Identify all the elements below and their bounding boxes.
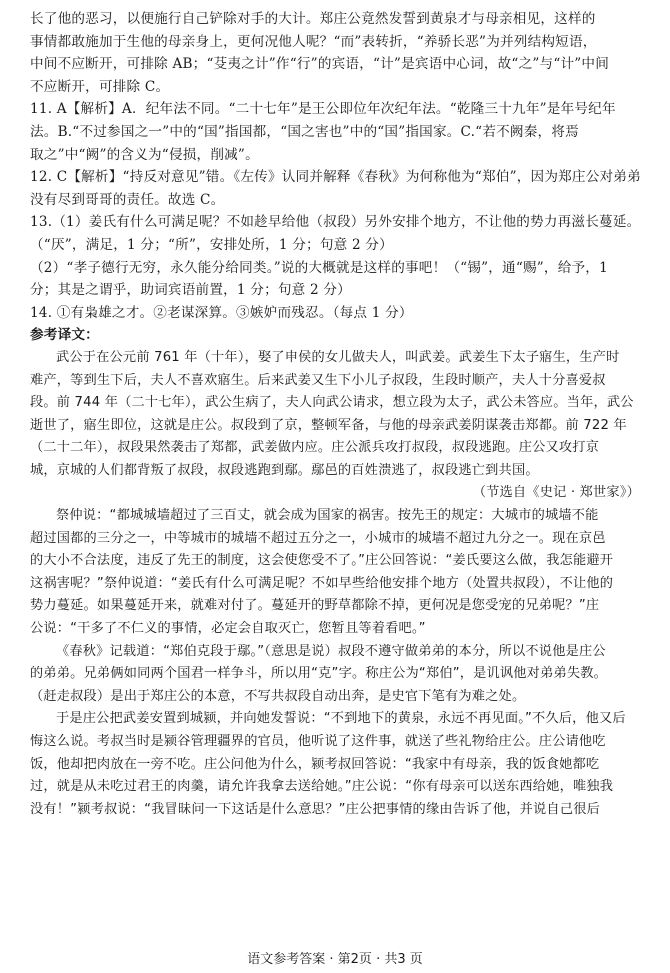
answer-11 (30, 98, 648, 166)
text-line: 祭仲说：“都城城墙超过了三百丈，就会成为国家的祸害。按先王的规定：大城市的城墙不能 (56, 508, 599, 524)
text-line: 城，京城的人们都背叛了叔段，叔段逃跑到鄢。鄢邑的百姓溃逃了，叔段逃亡到共国。 (30, 462, 539, 478)
source-citation: （节选自《史记 · 郑世家》） (472, 485, 640, 501)
translation-paragraph-4 (30, 708, 648, 821)
text-line: 逝世了，寤生即位，这就是庄公。叔段到了京，整顿军备，与他的母亲武姜阴谋袭击郑都。前 722 年 (30, 417, 627, 433)
reference-translation-heading: 参考译文： (30, 327, 99, 344)
page-footer: 语文参考答案 · 第2页 · 共3 页 (247, 952, 423, 967)
text-line: 的弟弟。兄弟俩如同两个国君一样争斗，所以用“克”字。称庄公为“郑伯”，是讥讽他对弟弟失教。 (30, 666, 608, 682)
text-line: 《春秋》记载道：“郑伯克段于鄢。”（意思是说）叔段不遵守做弟弟的本分，所以不说他是庄公 (56, 643, 606, 659)
text-line: （二十二年），叔段果然袭击了郑都，武姜做内应。庄公派兵攻打叔段，叔段逃跑。庄公又攻打京 (30, 440, 600, 456)
text-line: 势力蔓延。如果蔓延开来，就难对付了。蔓延开的野草都除不掉，更何况是您受宠的兄弟呢？”庄 (30, 598, 600, 614)
text-line: 13.（1）姜氏有什么可满足呢？不如趁早给他（叔段）另外安排个地方，不让他的势力再滋长蔓延。 (30, 214, 641, 231)
answer-12 (30, 166, 648, 211)
translation-body (30, 347, 648, 821)
text-line: 法。B.“不过参国之一”中的“国”指国都，“国之害也”中的“国”指国家。C.“若不阙秦，将焉 (30, 123, 579, 140)
text-line: 公说：“干多了不仁义的事情，必定会自取灭亡，您暂且等着看吧。” (30, 621, 426, 637)
text-line: （“厌”，满足，1 分；“所”，安排处所，1 分；句意 2 分） (30, 236, 393, 253)
text-line: 没有尽到哥哥的责任。故选 C。 (30, 191, 225, 208)
text-line: （赶走叔段）是出于郑庄公的本意，不写共叔段自动出奔，是史官下笔有为难之处。 (30, 688, 526, 704)
answer-14: 14. ①有枭雄之才。②老谋深算。③嫉妒而残忍。（每点 1 分） (30, 304, 413, 321)
translation-paragraph-2 (30, 505, 648, 641)
text-line: 事情都敢施加于生他的母亲身上，更何况他人呢？“而”表转折，“养骄长恶”为并列结构短语， (30, 33, 597, 50)
text-line: 过，就是从未吃过君王的肉羹，请允许我拿去送给她。”庄公说：“你有母亲可以送东西给她，唯独我 (30, 779, 614, 795)
text-line: 11. A【解析】A．纪年法不同。“二十七年”是王公即位年次纪年法。“乾隆三十九年”是年号纪年 (30, 101, 616, 118)
text-line: 没有！”颍考叔说：“我冒昧问一下这话是什么意思？”庄公把事情的缘由告诉了他，并说自己很后 (30, 801, 600, 817)
text-line: （2）“孝子德行无穷，永久能分给同类。”说的大概就是这样的事吧！（“锡”，通“赐”，给予，1 (30, 259, 608, 276)
answer-block-top (30, 8, 648, 98)
text-line: 12. C【解析】“持反对意见”错。《左传》认同并解释《春秋》为何称他为“郑伯”，因为郑庄公对弟弟 (30, 169, 641, 186)
translation-paragraph-1 (30, 347, 648, 483)
text-line: 段。前 744 年（二十七年），武公生病了，夫人向武公请求，想立段为太子，武公未答应。当年，武公 (30, 395, 634, 411)
text-line: 武公于在公元前 761 年（十年），娶了申侯的女儿做夫人，叫武姜。武姜生下太子寤生，生产时 (56, 349, 620, 365)
text-line: 悔这么说。考叔当时是颍谷管理疆界的官员，他听说了这件事，就送了些礼物给庄公。庄公请他吃 (30, 734, 606, 749)
text-line: 超过国都的三分之一，中等城市的城墙不超过五分之一，小城市的城墙不超过九分之一。现在京邑 (30, 530, 606, 546)
translation-paragraph-3 (30, 641, 648, 709)
text-line: 饭，他却把肉放在一旁不吃。庄公问他为什么，颍考叔回答说：“我家中有母亲，我的饭食她都吃 (30, 756, 600, 772)
text-line: 不应断开，可排除 C。 (30, 78, 170, 95)
text-line: 于是庄公把武姜安置到城颍，并向她发誓说：“不到地下的黄泉，永远不再见面。”不久后，他又后 (56, 711, 626, 727)
answer-13 (30, 211, 648, 301)
text-line: 难产，等到生下后，夫人不喜欢寤生。后来武姜又生下小儿子叔段，生段时顺产，夫人十分喜爱叔 (30, 372, 606, 388)
text-line: 长了他的恶习，以便施行自己铲除对手的大计。郑庄公竟然发誓到黄泉才与母亲相见，这样的 (30, 11, 596, 27)
text-line: 的大小不合法度，违反了先王的制度，这会使您受不了。”庄公回答说：“姜氏要这么做，我怎能避开 (30, 553, 614, 569)
text-line: 中间不应断开，可排除 AB；“芟夷之计”作“行”的宾语，“计”是宾语中心词，故“之”与“计”中间 (30, 56, 610, 73)
text-line: 这祸害呢？”祭仲说道：“姜氏有什么可满足呢？不如早些给他安排个地方（处置共叔段），不让他的 (30, 575, 614, 591)
text-line: 分；其是之谓乎，助词宾语前置，1 分；句意 2 分） (30, 282, 351, 299)
text-line: 取之”中“阙”的含义为“侵损，削减”。 (30, 146, 259, 163)
